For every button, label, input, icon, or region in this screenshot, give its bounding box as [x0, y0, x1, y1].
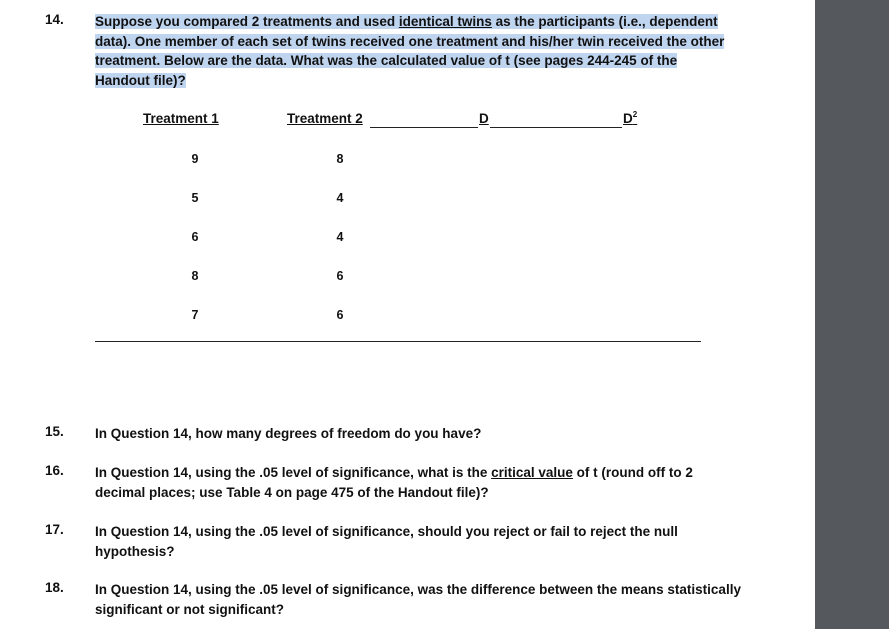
- cell-t2-row1: 8: [336, 152, 344, 166]
- q17-number: 17.: [45, 522, 64, 537]
- q14-line4: Handout file)?: [95, 72, 186, 88]
- cell-t1-row3: 6: [191, 230, 199, 244]
- cell-t2-row3: 4: [336, 230, 344, 244]
- q18-line1: In Question 14, using the .05 level of significance, was the difference between the means statistically: [95, 582, 741, 597]
- cell-t1-row2: 5: [191, 191, 199, 205]
- q16-text: [95, 463, 795, 502]
- q16-critical-value-link[interactable]: critical value: [491, 465, 573, 480]
- q14-line1-b: as the participants (i.e., dependent: [491, 14, 718, 29]
- q16-line1-a: In Question 14, using the .05 level of significance, what is the: [95, 465, 492, 480]
- header-underline-right: [490, 127, 622, 128]
- q17-line2: hypothesis?: [95, 543, 175, 559]
- cell-t2-row5: 6: [336, 308, 344, 322]
- q14-number: 14.: [45, 12, 64, 27]
- header-treatment-1: Treatment 1: [143, 111, 219, 126]
- cell-t2-row4: 6: [336, 269, 344, 283]
- q16-line2: decimal places; use Table 4 on page 475 of the Handout file)?: [95, 484, 489, 500]
- q16-line1-b: of t (round off to 2: [572, 465, 693, 480]
- q14-line3: treatment. Below are the data. What was the calculated value of t (see pages 244-245 of the: [95, 53, 678, 68]
- header-treatment-2: Treatment 2: [287, 111, 363, 126]
- q14-identical-twins-link[interactable]: identical twins: [398, 14, 492, 29]
- header-d-squared-exp: 2: [632, 110, 638, 119]
- q18-text: [95, 580, 795, 619]
- table-bottom-rule: [95, 341, 701, 342]
- q15-number: 15.: [45, 424, 64, 439]
- q18-line2: significant or not significant?: [95, 601, 284, 617]
- q16-number: 16.: [45, 463, 64, 478]
- header-d-squared: [623, 111, 637, 126]
- q17-line1: In Question 14, using the .05 level of significance, should you reject or fail to reject the null: [95, 524, 678, 539]
- q15-text: In Question 14, how many degrees of freedom do you have?: [95, 426, 482, 441]
- q14-text: [95, 12, 795, 90]
- q17-text: [95, 522, 795, 561]
- scrollbar-panel: [815, 0, 889, 629]
- cell-t1-row5: 7: [191, 308, 199, 322]
- header-d: D: [479, 111, 489, 126]
- cell-t2-row2: 4: [336, 191, 344, 205]
- q14-line1-a: Suppose you compared 2 treatments and used: [95, 14, 399, 29]
- q14-line2: data). One member of each set of twins received one treatment and his/her twin received the other: [95, 33, 725, 49]
- header-underline-left: [370, 127, 478, 128]
- header-d-squared-base: D: [623, 111, 633, 126]
- cell-t1-row4: 8: [191, 269, 199, 283]
- q18-number: 18.: [45, 580, 64, 595]
- cell-t1-row1: 9: [191, 152, 199, 166]
